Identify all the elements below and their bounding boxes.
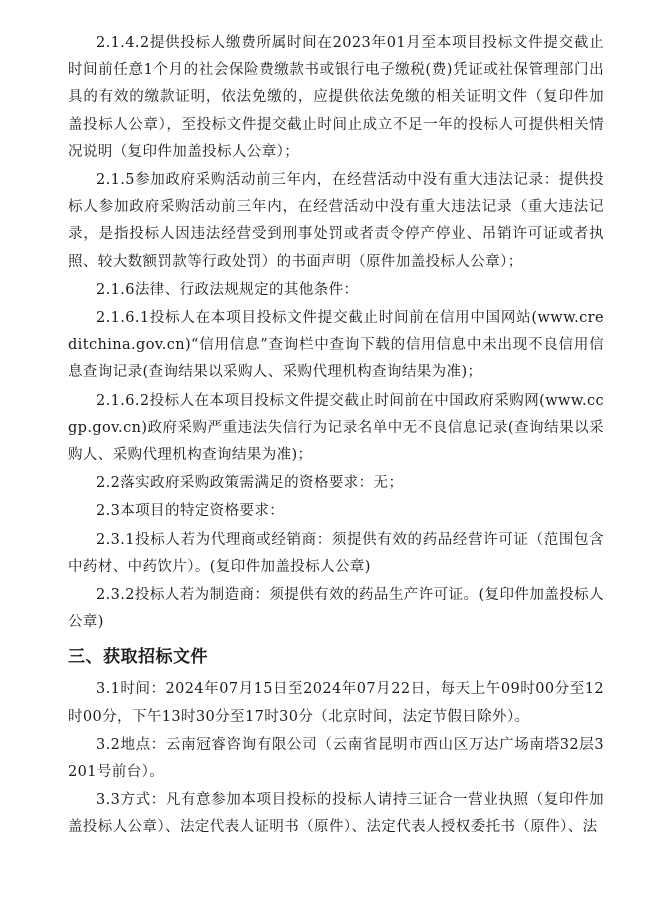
paragraph-2-1-4-2: 2.1.4.2提供投标人缴费所属时间在2023年01月至本项目投标文件提交截止时间前任意1个月的社会保险费缴款书或银行电子缴税(费)凭证或社保管理部门出具的有效的缴款证明，依法免缴的，应提供依法免缴的相关证明文件（复印件加盖投标人公章），至投标文件提交截止时间止成立不足一年的投标人可提供相关情况说明（复印件加盖投标人公章）； xyxy=(68,35,604,160)
paragraph-2-3-1: 2.3.1投标人若为代理商或经销商：须提供有效的药品经营许可证（范围包含中药材、中药饮片）。(复印件加盖投标人公章) xyxy=(68,531,604,575)
paragraph-2-3: 2.3本项目的特定资格要求： xyxy=(96,503,285,520)
paragraph-2-3-2: 2.3.2投标人若为制造商：须提供有效的药品生产许可证。(复印件加盖投标人公章) xyxy=(68,587,604,631)
paragraph-3-1: 3.1时间：2024年07月15日至2024年07月22日，每天上午09时00分至12时00分，下午13时30分至17时30分（北京时间，法定节假日除外）。 xyxy=(68,681,604,725)
paragraph-2-1-6-2: 2.1.6.2投标人在本项目投标文件提交截止时间前在中国政府采购网(www.ccgp.gov.cn)政府采购严重违法失信行为记录名单中无不良信息记录(查询结果以采购人、采购代理机构查询结果为准)； xyxy=(68,392,604,464)
paragraph-2-1-5: 2.1.5参加政府采购活动前三年内，在经营活动中没有重大违法记录：提供投标人参加政府采购活动前三年内，在经营活动中没有重大违法记录（重大违法记录，是指投标人因违法经营受到刑事处罚或者责令停产停业、吊销许可证或者执照、较大数额罚款等行政处罚）的书面声明（原件加盖投标人公章）； xyxy=(68,172,604,270)
paragraph-2-1-6: 2.1.6法律、行政法规规定的其他条件： xyxy=(96,281,359,298)
paragraph-3-3: 3.3方式：凡有意参加本项目投标的投标人请持三证合一营业执照（复印件加盖投标人公章）、法定代表人证明书（原件）、法定代表人授权委托书（原件）、法 xyxy=(68,792,604,836)
section-heading: 三、获取招标文件 xyxy=(68,647,208,668)
paragraph-2-2: 2.2落实政府采购政策需满足的资格要求：无； xyxy=(96,475,404,492)
paragraph-2-1-6-1: 2.1.6.1投标人在本项目投标文件提交截止时间前在信用中国网站(www.creditchina.gov.cn)“信用信息”查询栏中查询下载的信用信息中未出现不良信用信息查询记录(查询结果以采购人、采购代理机构查询结果为准)； xyxy=(68,310,604,381)
paragraph-3-2: 3.2地点：云南冠睿咨询有限公司（云南省昆明市西山区万达广场南塔32层3201号前台）。 xyxy=(68,736,604,781)
